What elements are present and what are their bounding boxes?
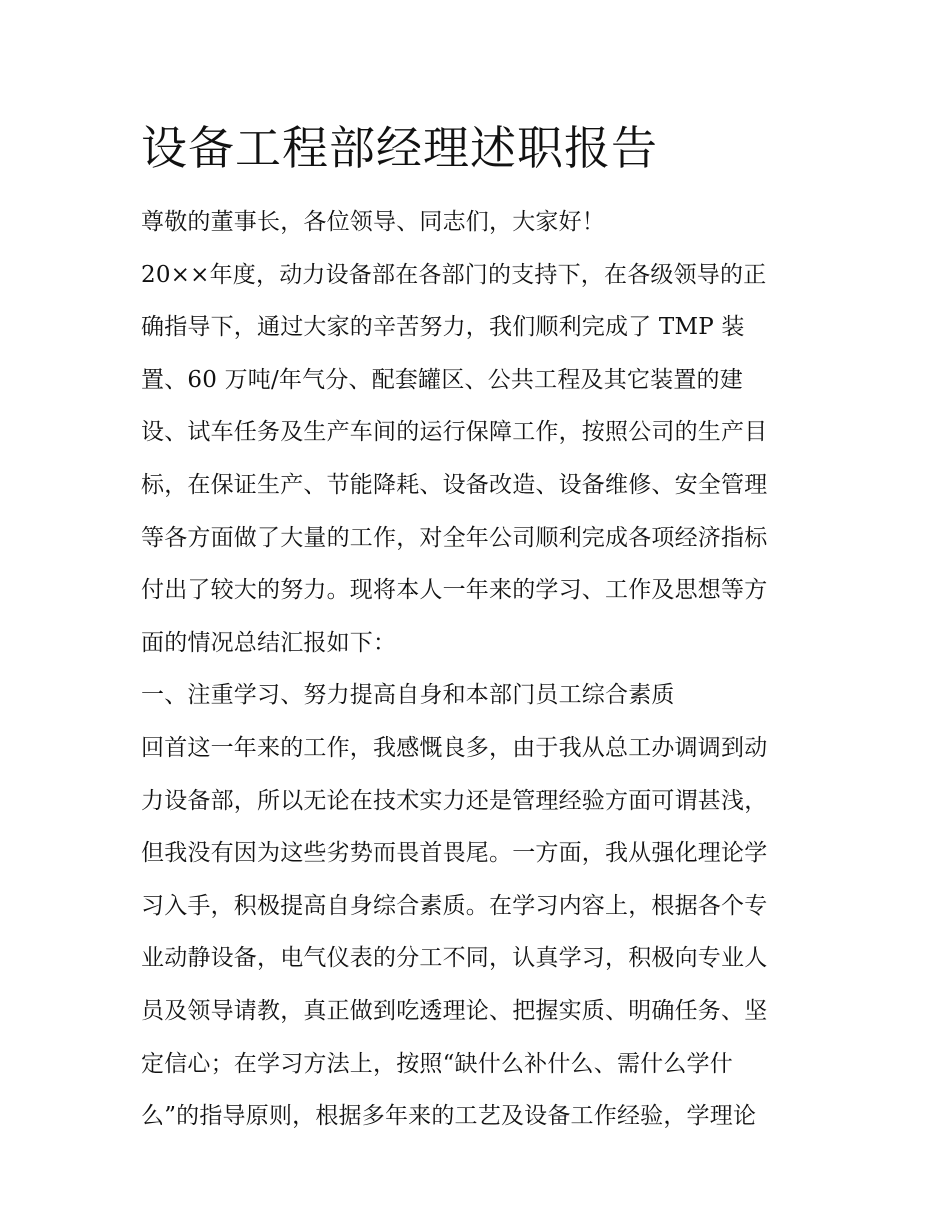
paragraph-line: 付出了较大的努力。现将本人一年来的学习、工作及思想等方: [141, 577, 768, 604]
paragraph-line: 回首这一年来的工作，我感慨良多，由于我从总工办调调到动: [141, 734, 768, 761]
paragraph-line: 么”的指导原则，根据多年来的工艺及设备工作经验，学理论: [141, 1103, 757, 1130]
paragraph-line: 力设备部，所以无论在技术实力还是管理经验方面可谓甚浅，: [141, 787, 768, 814]
greeting-line: 尊敬的董事长，各位领导、同志们，大家好！: [141, 209, 605, 235]
paragraph-line: 但我没有因为这些劣势而畏首畏尾。一方面，我从强化理论学: [141, 840, 768, 867]
paragraph-line: 习入手，积极提高自身综合素质。在学习内容上，根据各个专: [141, 892, 768, 919]
paragraph-line: 置、60 万吨/年气分、配套罐区、公共工程及其它装置的建: [141, 366, 743, 393]
paragraph-line: 标，在保证生产、节能降耗、设备改造、设备维修、安全管理: [141, 471, 768, 498]
paragraph-line: 员及领导请教，真正做到吃透理论、把握实质、明确任务、坚: [141, 997, 768, 1024]
paragraph-line: 确指导下，通过大家的辛苦努力，我们顺利完成了 TMP 装: [141, 314, 745, 341]
paragraph-line: 设、试车任务及生产车间的运行保障工作，按照公司的生产目: [141, 419, 768, 446]
paragraph-line: 业动静设备，电气仪表的分工不同，认真学习，积极向专业人: [141, 945, 768, 972]
section-heading: 一、注重学习、努力提高自身和本部门员工综合素质: [141, 682, 675, 709]
paragraph-line: 面的情况总结汇报如下：: [141, 629, 397, 656]
document-title: 设备工程部经理述职报告: [141, 121, 658, 175]
paragraph-line: 等各方面做了大量的工作，对全年公司顺利完成各项经济指标: [141, 524, 768, 551]
paragraph-line: 定信心；在学习方法上，按照“缺什么补什么、需什么学什: [141, 1050, 733, 1077]
document-body: [141, 200, 821, 1147]
paragraph-line: 20××年度，动力设备部在各部门的支持下，在各级领导的正: [141, 261, 767, 288]
